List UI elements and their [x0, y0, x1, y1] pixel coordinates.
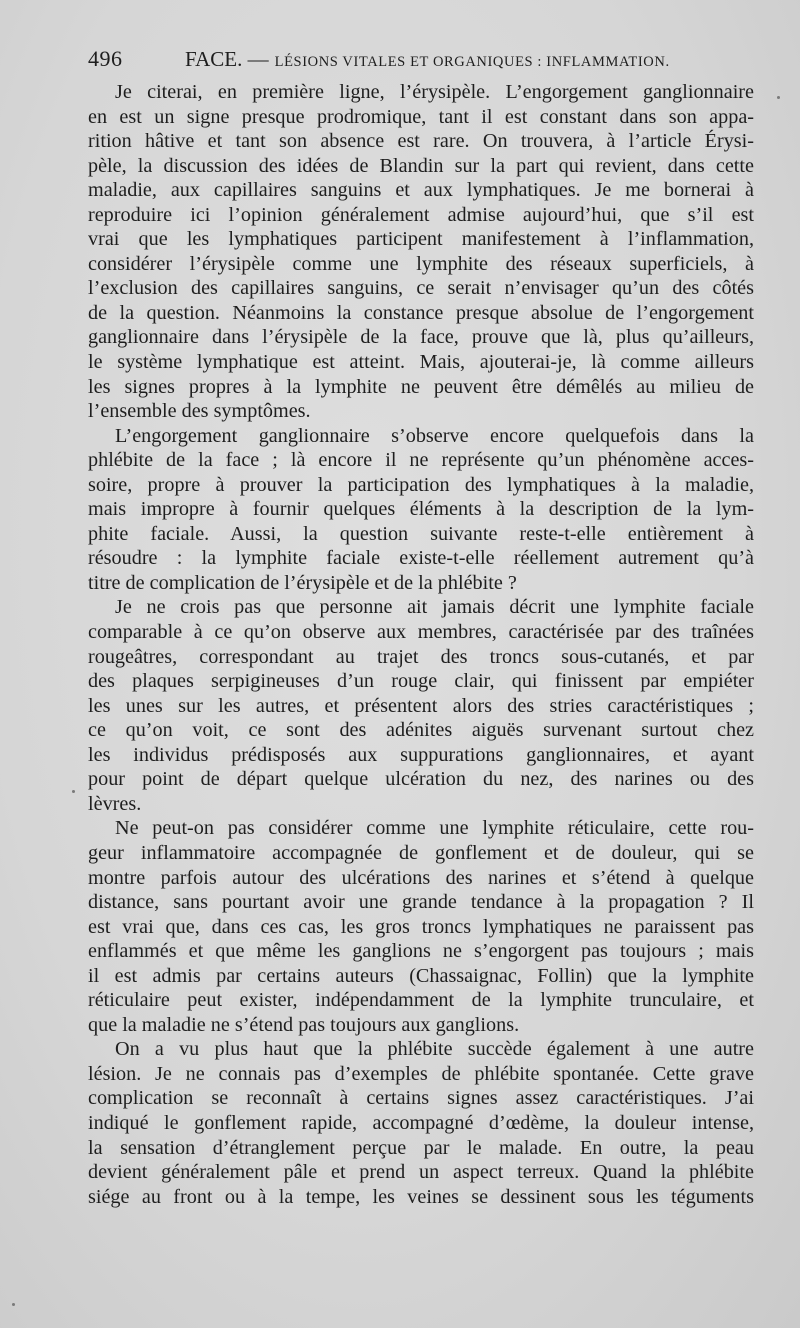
ink-speck — [72, 790, 75, 793]
text-line: le système lymphatique est atteint. Mais, ajouterai-je, là comme ailleurs — [88, 351, 754, 374]
text-line: les individus prédisposés aux suppurations ganglionnaires, et ayant — [88, 743, 754, 766]
body-text — [88, 80, 754, 1209]
text-line: rougeâtres, correspondant au trajet des troncs sous-cutanés, et par — [88, 645, 754, 668]
text-line: ganglionnaire dans l’érysipèle de la face, prouve que là, plus qu’ailleurs, — [88, 326, 754, 349]
running-head-title: FACE. — — [185, 47, 269, 71]
text-line: des plaques serpigineuses d’un rouge clair, qui finissent par empiéter — [88, 670, 754, 693]
text-line: les unes sur les autres, et présentent alors des stries caractéristiques ; — [88, 694, 754, 717]
page-header — [88, 46, 768, 72]
text-line: Ne peut-on pas considérer comme une lymphite réticulaire, cette rou- — [115, 817, 754, 840]
text-line: pour point de départ quelque ulcération du nez, des narines ou des — [88, 768, 754, 791]
text-line: l’ensemble des symptômes. — [88, 400, 311, 423]
text-line: complication se reconnaît à certains signes assez caractéristiques. J’ai — [88, 1087, 754, 1110]
text-line: phite faciale. Aussi, la question suivante reste-t-elle entièrement à — [88, 522, 754, 545]
text-line: siége au front ou à la tempe, les veines se dessinent sous les téguments — [88, 1185, 754, 1208]
text-line: rition hâtive et tant son absence est rare. On trouvera, à l’article Érysi- — [88, 130, 754, 153]
text-line: devient généralement pâle et prend un aspect terreux. Quand la phlébite — [88, 1161, 754, 1184]
text-line: mais impropre à fournir quelques éléments à la description de la lym- — [88, 498, 754, 521]
text-line: montre parfois autour des ulcérations des narines et s’étend à quelque — [88, 866, 754, 889]
text-line: Je ne crois pas que personne ait jamais décrit une lymphite faciale — [115, 596, 754, 619]
text-line: que la maladie ne s’étend pas toujours aux ganglions. — [88, 1013, 520, 1036]
text-line: vrai que les lymphatiques participent manifestement à l’inflammation, — [88, 228, 754, 251]
running-head — [185, 47, 670, 72]
text-line: Je citerai, en première ligne, l’érysipèle. L’engorgement ganglionnaire — [115, 81, 754, 103]
text-line: titre de complication de l’érysipèle et de la phlébite ? — [88, 571, 517, 594]
text-line: résoudre : la lymphite faciale existe-t-elle réellement autrement qu’à — [88, 547, 754, 570]
text-line: les signes propres à la lymphite ne peuvent être démêlés au milieu de — [88, 375, 754, 398]
text-line: de la question. Néanmoins la constance presque absolue de l’engorgement — [88, 301, 754, 324]
text-line: est vrai que, dans ces cas, les gros troncs lymphatiques ne paraissent pas — [88, 915, 754, 938]
text-line: lèvres. — [88, 792, 142, 815]
ink-speck — [777, 96, 780, 99]
text-line: lésion. Je ne connais pas d’exemples de phlébite spontanée. Cette grave — [88, 1062, 754, 1085]
text-line: reproduire ici l’opinion généralement admise aujourd’hui, que s’il est — [88, 203, 754, 226]
text-line: comparable à ce qu’on observe aux membres, caractérisée par des traînées — [88, 621, 754, 644]
text-line: ce qu’on voit, ce sont des adénites aiguës survenant surtout chez — [88, 719, 754, 742]
text-line: geur inflammatoire accompagnée de gonflement et de douleur, qui se — [88, 841, 754, 864]
page-number: 496 — [88, 46, 123, 71]
text-line: maladie, aux capillaires sanguins et aux lymphatiques. Je me bornerai à — [88, 179, 754, 202]
ink-speck — [12, 1303, 15, 1306]
text-line: phlébite de la face ; là encore il ne représente qu’un phénomène acces- — [88, 449, 754, 472]
text-line: il est admis par certains auteurs (Chassaignac, Follin) que la lymphite — [88, 964, 754, 987]
running-head-subtitle: LÉSIONS VITALES ET ORGANIQUES : INFLAMMATION. — [274, 54, 670, 70]
text-line: On a vu plus haut que la phlébite succède également à une autre — [115, 1038, 754, 1061]
text-line: enflammés et que même les ganglions ne s’engorgent pas toujours ; mais — [88, 940, 754, 963]
text-line: réticulaire peut exister, indépendamment de la lymphite trunculaire, et — [88, 989, 754, 1012]
text-line: soire, propre à prouver la participation des lymphatiques à la maladie, — [88, 473, 754, 496]
text-line: en est un signe presque prodromique, tant il est constant dans son appa- — [88, 105, 754, 128]
text-line: distance, sans pourtant avoir une grande tendance à la propagation ? Il — [88, 891, 754, 914]
text-line: la sensation d’étranglement perçue par le malade. En outre, la peau — [88, 1136, 754, 1159]
text-line: L’engorgement ganglionnaire s’observe encore quelquefois dans la — [115, 424, 754, 447]
text-line: indiqué le gonflement rapide, accompagné d’œdème, la douleur intense, — [88, 1111, 754, 1134]
text-line: pèle, la discussion des idées de Blandin sur la part qui revient, dans cette — [88, 154, 754, 177]
text-line: considérer l’érysipèle comme une lymphite des réseaux superficiels, à — [88, 252, 754, 275]
text-line: l’exclusion des capillaires sanguins, ce serait n’envisager qu’un des côtés — [88, 277, 754, 300]
